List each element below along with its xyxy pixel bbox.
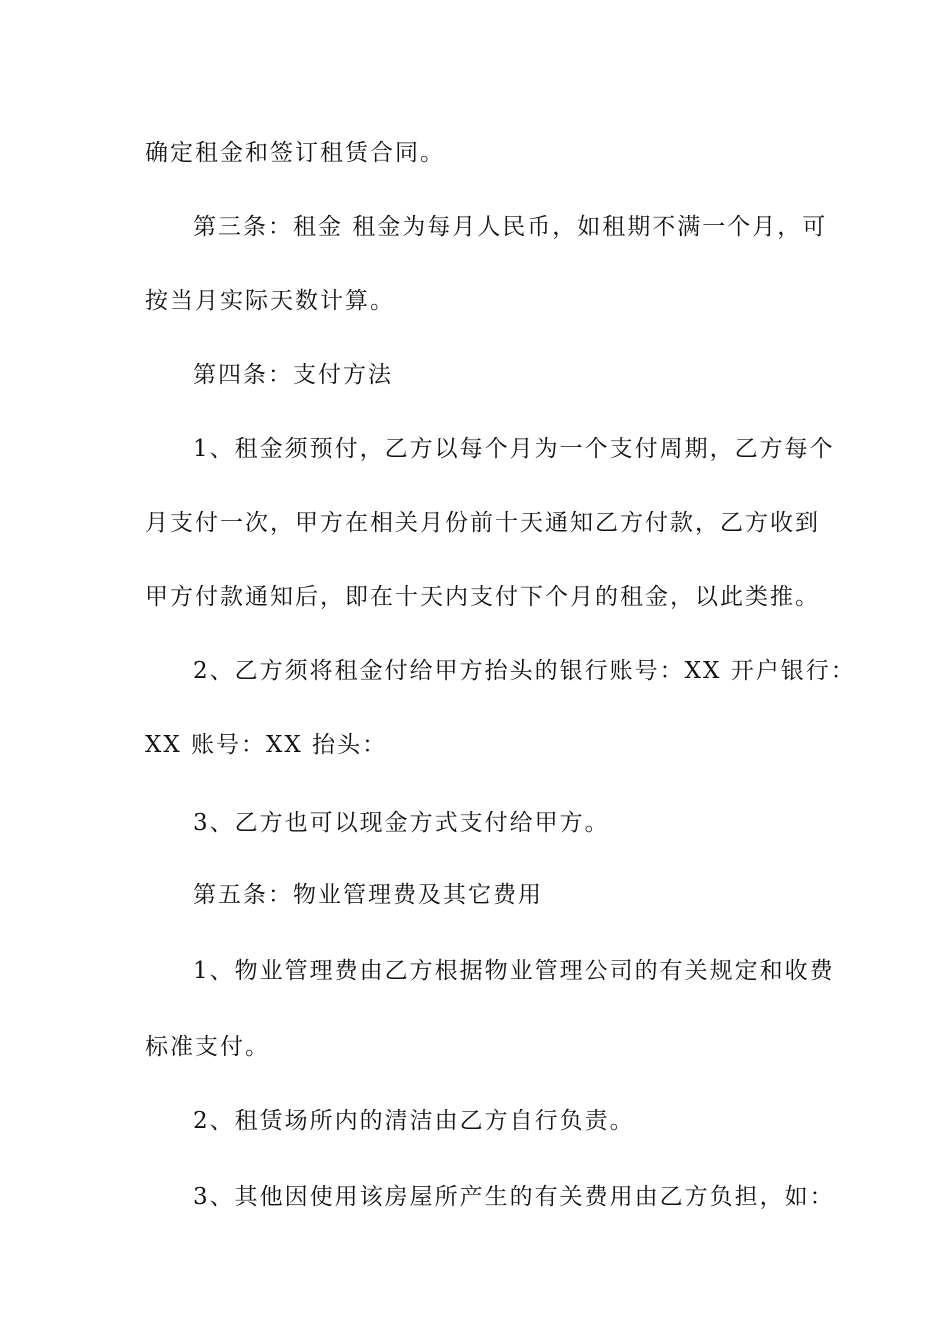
payment-item-1-line-3: 甲方付款通知后，即在十天内支付下个月的租金，以此类推。	[145, 584, 820, 610]
fee-item-1-line-2: 标准支付。	[145, 1034, 270, 1060]
fee-item-2: 2、租赁场所内的清洁由乙方自行负责。	[193, 1108, 635, 1134]
payment-item-1-line-2: 月支付一次，甲方在相关月份前十天通知乙方付款，乙方收到	[145, 510, 820, 536]
text-line-3: 按当月实际天数计算。	[145, 288, 395, 314]
text-line-1: 确定租金和签订租赁合同。	[145, 140, 445, 166]
payment-item-2-line-1: 2、乙方须将租金付给甲方抬头的银行账号：XX 开户银行：	[193, 658, 856, 684]
payment-item-1-line-1: 1、租金须预付，乙方以每个月为一个支付周期，乙方每个	[193, 436, 835, 462]
article-4-heading: 第四条：支付方法	[193, 362, 393, 388]
fee-item-1-line-1: 1、物业管理费由乙方根据物业管理公司的有关规定和收费	[193, 958, 835, 984]
payment-item-2-line-2: XX 账号：XX 抬头：	[145, 732, 388, 758]
payment-item-3: 3、乙方也可以现金方式支付给甲方。	[193, 810, 610, 836]
article-3-heading-line: 第三条：租金 租金为每月人民币，如租期不满一个月，可	[193, 214, 828, 240]
fee-item-3: 3、其他因使用该房屋所产生的有关费用由乙方负担，如：	[193, 1184, 835, 1210]
article-5-heading: 第五条：物业管理费及其它费用	[193, 882, 543, 908]
